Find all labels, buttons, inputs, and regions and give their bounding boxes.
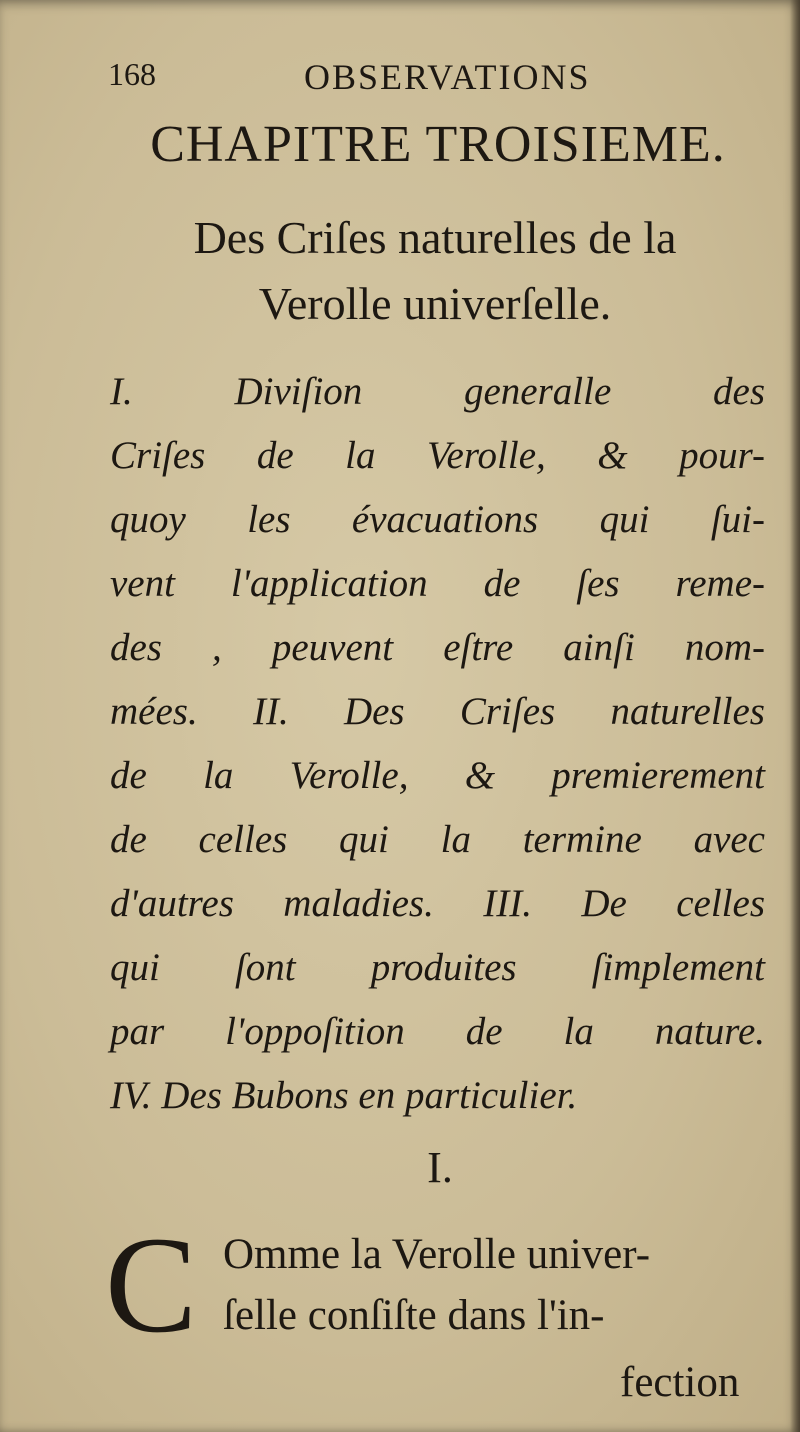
page-number: 168 xyxy=(108,56,156,92)
summary-line: vent l'application de ſes reme- xyxy=(110,562,765,605)
body-line: Omme la Verolle univer- xyxy=(223,1231,651,1278)
page-edge-shadow xyxy=(790,0,800,1432)
summary-line: des , peuvent eſtre ainſi nom- xyxy=(110,626,765,669)
section-number: I. xyxy=(427,1143,453,1192)
drop-cap: C xyxy=(105,1208,198,1361)
summary-line: mées. II. Des Criſes naturelles xyxy=(110,690,765,733)
summary-line: d'autres maladies. III. De celles xyxy=(110,882,765,925)
chapter-summary xyxy=(110,360,765,1128)
body-line: ſelle conſiſte dans l'in- xyxy=(223,1292,605,1339)
summary-line: IV. Des Bubons en particulier. xyxy=(110,1074,578,1117)
summary-line: de celles qui la termine avec xyxy=(110,818,765,861)
section-title xyxy=(110,205,760,337)
chapter-title: CHAPITRE TROISIEME. xyxy=(150,116,726,173)
summary-line: par l'oppoſition de la nature. xyxy=(110,1010,765,1053)
page-header xyxy=(108,52,668,102)
summary-line: qui ſont produites ſimplement xyxy=(110,946,765,989)
section-title-line: Verolle univerſelle. xyxy=(258,278,612,329)
body-line: fection xyxy=(620,1359,740,1406)
summary-line: quoy les évacuations qui ſui- xyxy=(110,498,765,541)
summary-line: I. Diviſion generalle des xyxy=(110,370,765,413)
summary-line: de la Verolle, & premierement xyxy=(110,754,765,797)
body-text xyxy=(105,1208,765,1425)
section-title-line: Des Criſes naturelles de la xyxy=(193,212,677,263)
running-head: OBSERVATIONS xyxy=(304,57,591,97)
summary-line: Criſes de la Verolle, & pour- xyxy=(110,434,765,477)
